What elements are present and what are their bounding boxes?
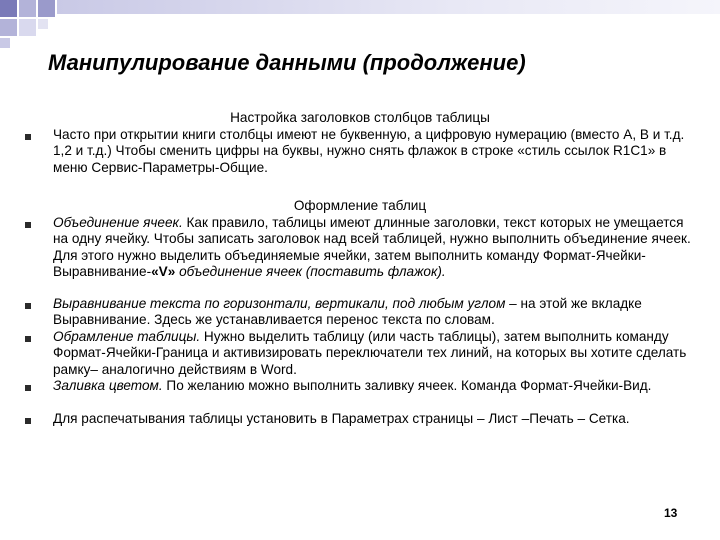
page-title: Манипулирование данными (продолжение) [48, 50, 526, 75]
section-heading-column-headers: Настройка заголовков столбцов таблицы [230, 110, 490, 125]
bullet-icon [25, 303, 31, 309]
bullet-icon [25, 134, 31, 140]
list-item-print-grid: Для распечатывания таблицы установить в Параметрах страницы – Лист –Печать – Сетка. [53, 411, 630, 426]
section-heading-table-format: Оформление таблиц [293, 198, 427, 213]
item-lead: Заливка цветом. [53, 378, 163, 393]
list-item-merge-cells [53, 215, 693, 281]
list-item-fill-color [53, 378, 693, 394]
item-lead: Обрамление таблицы. [53, 329, 201, 344]
page-number: 13 [664, 506, 678, 520]
list-item-text-alignment [53, 296, 693, 329]
item-text: Как правило, таблицы имеют длинные заголовки, текст которых не умещается на одну ячейку. Чтобы записать заголовок над всей таблицей, нужно выполнить объединение ячеек. Для этого нужно выделить объединяемые ячейки, затем выполнить команду Формат-Ячейки-Выравнивание- [53, 215, 691, 280]
list-item-column-headers: Часто при открытии книги столбцы имеют не буквенную, а цифровую нумерацию (вместо А, В и т.д. 1,2 и т.д.) Чтобы сменить цифры на буквы, нужно снять флажок в строке «стиль ссылок R1C1» в меню Сервис-Параметры-Общие. [53, 127, 685, 175]
bullet-icon [25, 222, 31, 228]
item-bold: «V» [151, 264, 176, 280]
item-text: По желанию можно выполнить заливку ячеек. Команда Формат-Ячейки-Вид. [162, 378, 652, 393]
bullet-icon [25, 385, 31, 391]
list-item-table-border [53, 329, 693, 378]
item-text: Нужно выделить таблицу (или часть таблицы), затем выполнить команду Формат-Ячейки-Граница и активизировать переключатели тех линий, на которых вы хотите сделать рамку– аналогично действиям в Word. [53, 329, 687, 377]
item-tail: объединение ячеек (поставить флажок). [175, 264, 446, 280]
bullet-icon [25, 336, 31, 342]
item-lead: Объединение ячеек. [53, 215, 183, 230]
item-text: – на этой же вкладке Выравнивание. Здесь же устанавливается перенос текста по словам. [53, 296, 642, 328]
bullet-icon [25, 418, 31, 424]
item-lead: Выравнивание текста по горизонтали, вертикали, под любым углом [53, 296, 506, 311]
